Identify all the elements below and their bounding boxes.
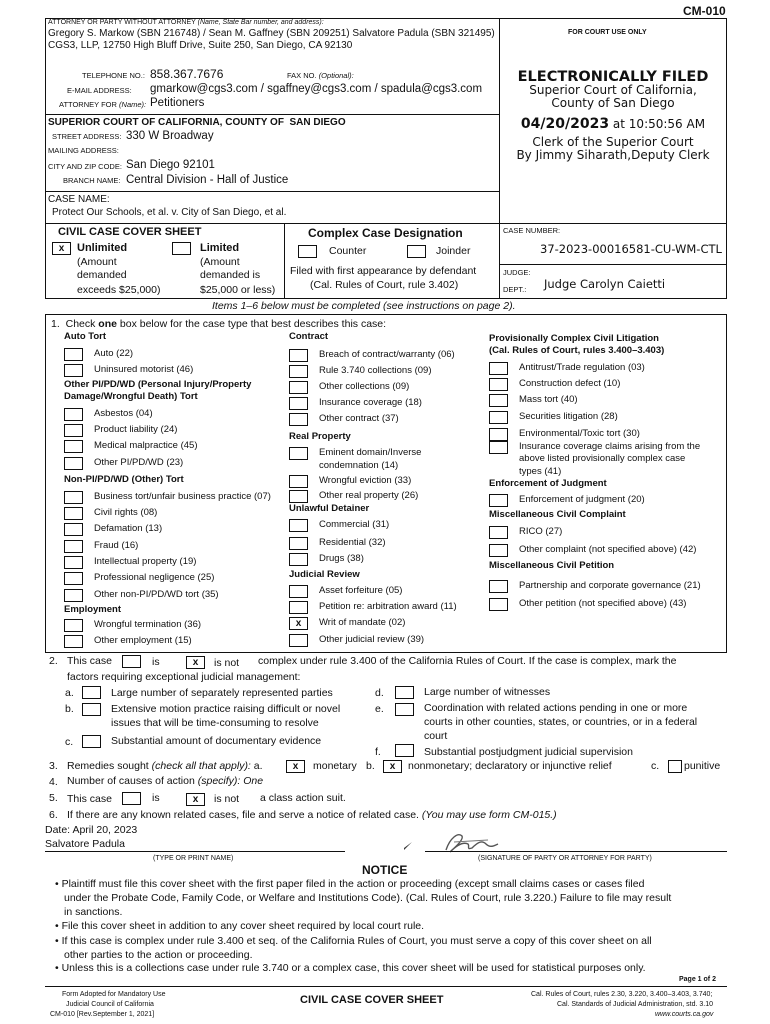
- item4-text: Number of causes of action (specify): One: [67, 775, 264, 787]
- unlimited-checkbox[interactable]: x: [52, 242, 71, 255]
- item6-text: If there are any known related cases, file and serve a notice of related case. (You may use form CM-015.): [67, 809, 557, 821]
- signature-label: (SIGNATURE OF PARTY OR ATTORNEY FOR PARTY): [478, 855, 652, 862]
- designation-divider: [45, 223, 499, 224]
- checkbox-antitrust-trade-regulation-03[interactable]: [489, 362, 508, 375]
- notice-title: NOTICE: [362, 863, 408, 877]
- item2-e-checkbox[interactable]: [395, 703, 414, 716]
- case-type-label: Asset forfeiture (05): [319, 585, 403, 596]
- checkbox-asset-forfeiture-05[interactable]: [289, 585, 308, 598]
- notice-bullet-2: • File this cover sheet in addition to any cover sheet required by local court rule.: [55, 920, 425, 932]
- item2-e-text3: court: [424, 730, 448, 742]
- item5-num: 5.: [49, 792, 58, 804]
- stamp-deputy: By Jimmy Siharath,Deputy Clerk: [516, 148, 710, 162]
- item1-instruction: 1. Check one box below for the case type that best describes this case:: [51, 318, 387, 330]
- category-heading: Enforcement of Judgment: [489, 478, 607, 489]
- checkbox-partnership-and-corporate-governance-21[interactable]: [489, 580, 508, 593]
- attorney-label: ATTORNEY OR PARTY WITHOUT ATTORNEY (Name, State Bar number, and address):: [48, 19, 324, 26]
- name-underline: [45, 851, 345, 852]
- checkbox-other-employment-15[interactable]: [64, 635, 83, 648]
- case-type-label: Other petition (not specified above) (43): [519, 598, 687, 609]
- category-heading: Real Property: [289, 431, 351, 442]
- case-number-label: CASE NUMBER:: [503, 226, 561, 235]
- case-type-label: Drugs (38): [319, 553, 364, 564]
- footer-title: CIVIL CASE COVER SHEET: [300, 994, 444, 1006]
- attorney-for-label: ATTORNEY FOR (Name):: [59, 100, 147, 109]
- category-heading: Damage/Wrongful Death) Tort: [64, 391, 198, 402]
- item2-is-not-label: is not: [214, 657, 240, 669]
- checkbox-other-judicial-review-39[interactable]: [289, 634, 308, 647]
- checkbox-rule-3-740-collections-09[interactable]: [289, 365, 308, 378]
- case-name-label: CASE NAME:: [48, 194, 110, 205]
- footer-right-3: www.courts.ca.gov: [655, 1011, 714, 1018]
- complex-designation-title: Complex Case Designation: [308, 226, 463, 240]
- telephone-value: 858.367.7676: [150, 67, 224, 81]
- checkbox-business-tort-unfair-business-practice-07[interactable]: [64, 491, 83, 504]
- case-type-label: Other judicial review (39): [319, 634, 425, 645]
- signer-name: Salvatore Padula: [45, 838, 125, 850]
- case-type-label: Mass tort (40): [519, 394, 578, 405]
- checkbox-breach-of-contract-warranty-06[interactable]: [289, 349, 308, 362]
- dept-label: DEPT.:: [503, 285, 527, 294]
- case-type-label: Medical malpractice (45): [94, 440, 198, 451]
- item5-is-not-label: is not: [214, 793, 240, 805]
- limited-sub-1: (Amount: [200, 256, 240, 268]
- item2-b-text2: issues that will be time-consuming to resolve: [111, 717, 319, 729]
- notice-bullet-3b: other parties to the action or proceeding.: [64, 949, 253, 961]
- category-heading: Miscellaneous Civil Petition: [489, 560, 615, 571]
- notice-bullet-1a: • Plaintiff must file this cover sheet with the first paper filed in the action or proceeding (except small claims cases or cases filed: [55, 878, 645, 890]
- item2-e-text1: Coordination with related actions pending in one or more: [424, 702, 688, 714]
- branch-value: Central Division - Hall of Justice: [126, 174, 289, 186]
- item5-is-checkbox[interactable]: [122, 792, 141, 805]
- category-heading: Judicial Review: [289, 569, 360, 580]
- items-note: Items 1–6 below must be completed (see instructions on page 2).: [212, 300, 516, 312]
- branch-label: BRANCH NAME:: [63, 176, 121, 185]
- court-use-label: FOR COURT USE ONLY: [568, 29, 647, 36]
- type-name-label: (TYPE OR PRINT NAME): [153, 855, 234, 862]
- item2-f-letter: f.: [375, 746, 381, 758]
- case-type-label: Other real property (26): [319, 490, 419, 501]
- checkbox-professional-negligence-25[interactable]: [64, 572, 83, 585]
- item1-bottom: [45, 652, 727, 653]
- case-type-label: Residential (32): [319, 537, 386, 548]
- item2-c-text: Substantial amount of documentary evidence: [111, 735, 322, 747]
- item2-c-letter: c.: [65, 736, 74, 748]
- case-type-label: Asbestos (04): [94, 408, 153, 419]
- notice-bullet-3a: • If this case is complex under rule 3.400 et seq. of the California Rules of Court, you must serve a copy of this cover sheet on all: [55, 935, 652, 947]
- footer-right-1: Cal. Rules of Court, rules 2.30, 3.220, 3.400–3.403, 3.740;: [531, 991, 713, 998]
- checkbox-defamation-13[interactable]: [64, 523, 83, 536]
- left-border: [45, 18, 46, 298]
- punitive-checkbox[interactable]: [668, 760, 682, 773]
- case-type-label: Enforcement of judgment (20): [519, 494, 645, 505]
- page-number: Page 1 of 2: [679, 976, 716, 983]
- item2-f-text: Substantial postjudgment judicial supervision: [424, 746, 633, 758]
- limited-label: Limited: [200, 242, 240, 254]
- item3-c-letter: c.: [651, 760, 660, 772]
- attorney-line1: Gregory S. Markow (SBN 216748) / Sean M. Gaffney (SBN 209251) Salvatore Padula (SBN 321495): [48, 28, 495, 39]
- judge-divider: [499, 264, 726, 265]
- checkbox-asbestos-04[interactable]: [64, 408, 83, 421]
- checkbox-uninsured-motorist-46[interactable]: [64, 364, 83, 377]
- category-heading: Miscellaneous Civil Complaint: [489, 509, 626, 520]
- checkbox-other-pi-pd-wd-23[interactable]: [64, 457, 83, 470]
- checkbox-insurance-coverage-18[interactable]: [289, 397, 308, 410]
- item2-f-checkbox[interactable]: [395, 744, 414, 757]
- case-type-label: Breach of contract/warranty (06): [319, 349, 455, 360]
- stamp-datetime: 04/20/2023 at 10:50:56 AM: [520, 116, 706, 132]
- case-type-label: Other contract (37): [319, 413, 399, 424]
- item2-d-letter: d.: [375, 687, 384, 699]
- checkbox-auto-22[interactable]: [64, 348, 83, 361]
- unlimited-sub-2: demanded: [77, 269, 127, 281]
- item2-rest1: complex under rule 3.400 of the California Rules of Court. If the case is complex, mark the: [258, 655, 677, 667]
- item5-is-not-checkbox[interactable]: x: [186, 793, 205, 806]
- judge-value: Judge Carolyn Caietti: [544, 277, 666, 291]
- item3-num: 3.: [49, 760, 58, 772]
- checkbox-petition-re-arbitration-award-11[interactable]: [289, 601, 308, 614]
- header-bottom-border: [45, 298, 727, 299]
- joinder-label: Joinder: [436, 245, 471, 257]
- court-divider: [45, 114, 499, 115]
- joinder-checkbox[interactable]: [407, 245, 426, 258]
- case-type-label: Insurance coverage claims arising from the: [519, 441, 701, 452]
- item2-b-checkbox[interactable]: [82, 703, 101, 716]
- right-border: [726, 18, 727, 298]
- item6-num: 6.: [49, 809, 58, 821]
- case-type-label: Insurance coverage (18): [319, 397, 422, 408]
- unlimited-label: Unlimited: [77, 242, 128, 254]
- checkbox-mass-tort-40[interactable]: [489, 394, 508, 407]
- attorney-for-value: Petitioners: [150, 97, 205, 109]
- item1-right: [726, 314, 727, 652]
- checkbox-civil-rights-08[interactable]: [64, 507, 83, 520]
- date-line: Date: April 20, 2023: [45, 824, 138, 836]
- case-type-label: Construction defect (10): [519, 378, 621, 389]
- fax-label: FAX NO. (Optional):: [287, 71, 354, 80]
- checkbox-rico-27[interactable]: [489, 526, 508, 539]
- case-type-label: Eminent domain/Inverse: [319, 447, 422, 458]
- case-type-label: Wrongful eviction (33): [319, 475, 412, 486]
- checkbox-drugs-38[interactable]: [289, 553, 308, 566]
- checkbox-other-real-property-26[interactable]: [289, 490, 308, 503]
- case-type-label: Wrongful termination (36): [94, 619, 202, 630]
- case-type-label: Other collections (09): [319, 381, 410, 392]
- item2-num: 2.: [49, 655, 58, 667]
- unlimited-sub-1: (Amount: [77, 256, 117, 268]
- attorney-line2: CGS3, LLP, 12750 High Bluff Drive, Suite 250, San Diego, CA 92130: [48, 40, 353, 51]
- case-number-divider: [499, 223, 726, 224]
- notice-bullet-1b: under the Probate Code, Family Code, or Welfare and Institutions Code). (Cal. Rules of Court, rule 3.220.) Failure to file may result: [64, 892, 672, 904]
- checkbox-enforcement-of-judgment-20[interactable]: [489, 494, 508, 507]
- item2-is-not-checkbox[interactable]: x: [186, 656, 205, 669]
- checkbox-construction-defect-10[interactable]: [489, 378, 508, 391]
- item5-rest: a class action suit.: [260, 792, 346, 804]
- item3-text: Remedies sought (check all that apply): a.: [67, 760, 263, 772]
- case-type-label: Rule 3.740 collections (09): [319, 365, 432, 376]
- item3-b-letter: b.: [366, 760, 375, 772]
- category-heading: Non-PI/PD/WD (Other) Tort: [64, 474, 184, 485]
- case-name-value: Protect Our Schools, et al. v. City of San Diego, et al.: [52, 207, 287, 218]
- item2-d-text: Large number of witnesses: [424, 686, 551, 698]
- checkbox-fraud-16[interactable]: [64, 540, 83, 553]
- category-heading: Other PI/PD/WD (Personal Injury/Property: [64, 379, 252, 390]
- limited-checkbox[interactable]: [172, 242, 191, 255]
- case-type-label: types (41): [519, 466, 562, 477]
- checkbox-other-non-pi-pd-wd-tort-35[interactable]: [64, 589, 83, 602]
- limited-sub-3: $25,000 or less): [200, 284, 276, 296]
- checkbox-other-complaint-not-specified-above-42[interactable]: [489, 544, 508, 557]
- stamp-clerk: Clerk of the Superior Court: [532, 135, 694, 149]
- case-type-label: Other employment (15): [94, 635, 192, 646]
- filed-rule-text: (Cal. Rules of Court, rule 3.402): [310, 279, 459, 291]
- case-type-label: Securities litigation (28): [519, 411, 618, 422]
- street-value: 330 W Broadway: [126, 130, 214, 142]
- category-heading: Employment: [64, 604, 122, 615]
- checkbox-medical-malpractice-45[interactable]: [64, 440, 83, 453]
- nonmonetary-label: nonmonetary; declaratory or injunctive relief: [408, 760, 612, 772]
- limited-sub-2: demanded is: [200, 269, 261, 281]
- checkbox-environmental-toxic-tort-30[interactable]: [489, 428, 508, 441]
- complex-divider: [284, 223, 285, 298]
- checkbox-commercial-31[interactable]: [289, 519, 308, 532]
- item2-rest2: factors requiring exceptional judicial management:: [67, 671, 301, 683]
- footer-left-2: Judicial Council of California: [66, 1001, 154, 1008]
- checkbox-wrongful-eviction-33[interactable]: [289, 475, 308, 488]
- email-label: E-MAIL ADDRESS:: [67, 86, 132, 95]
- item2-this-case: This case: [67, 655, 112, 667]
- item1-left: [45, 314, 46, 652]
- item2-is-label: is: [152, 656, 160, 668]
- case-type-label: Product liability (24): [94, 424, 178, 435]
- case-type-label: Partnership and corporate governance (21): [519, 580, 701, 591]
- notice-bullet-4: • Unless this is a collections case under rule 3.740 or a complex case, this cover sheet will be used for statistical purposes only.: [55, 962, 646, 974]
- telephone-label: TELEPHONE NO.:: [82, 71, 145, 80]
- item2-e-letter: e.: [375, 703, 384, 715]
- stamp-title: ELECTRONICALLY FILED: [517, 69, 709, 85]
- counter-label: Counter: [329, 245, 367, 257]
- case-name-divider: [45, 191, 499, 192]
- footer-right-2: Cal. Standards of Judicial Administration, std. 3.10: [557, 1001, 714, 1008]
- street-label: STREET ADDRESS:: [52, 132, 122, 141]
- counter-checkbox[interactable]: [298, 245, 317, 258]
- case-type-label: Civil rights (08): [94, 507, 158, 518]
- case-type-label: Commercial (31): [319, 519, 390, 530]
- signature-image: [398, 828, 508, 858]
- case-type-label: Fraud (16): [94, 540, 139, 551]
- checkbox-eminent-domain-inverse[interactable]: [289, 447, 308, 460]
- checkbox-insurance-coverage-claims-arising-from-the[interactable]: [489, 441, 508, 454]
- city-label: CITY AND ZIP CODE:: [48, 162, 122, 171]
- unlimited-sub-3: exceeds $25,000): [77, 284, 161, 296]
- case-type-label: Environmental/Toxic tort (30): [519, 428, 640, 439]
- item1-top: [45, 314, 727, 315]
- filed-with-text: Filed with first appearance by defendant: [290, 265, 477, 277]
- category-heading: Auto Tort: [64, 331, 107, 342]
- case-type-label: Other complaint (not specified above) (42): [519, 544, 697, 555]
- case-type-label: condemnation (14): [319, 460, 399, 471]
- item2-e-text2: courts in other counties, states, or countries, or in a federal: [424, 716, 698, 728]
- case-type-label: Business tort/unfair business practice (07): [94, 491, 271, 502]
- item2-b-text1: Extensive motion practice raising difficult or novel: [111, 703, 341, 715]
- checkbox-other-petition-not-specified-above-43[interactable]: [489, 598, 508, 611]
- court-title: SUPERIOR COURT OF CALIFORNIA, COUNTY OF SAN DIEGO: [48, 117, 346, 128]
- case-type-label: Professional negligence (25): [94, 572, 215, 583]
- checkbox-other-collections-09[interactable]: [289, 381, 308, 394]
- case-type-label: Uninsured motorist (46): [94, 364, 194, 375]
- item5-is-label: is: [152, 792, 160, 804]
- city-value: San Diego 92101: [126, 159, 215, 171]
- footer-rule: [45, 986, 727, 987]
- email-value: gmarkow@cgs3.com / sgaffney@cgs3.com / spadula@cgs3.com: [150, 83, 483, 95]
- checkbox-securities-litigation-28[interactable]: [489, 411, 508, 424]
- punitive-label: punitive: [684, 760, 721, 772]
- category-heading: Provisionally Complex Civil Litigation: [489, 333, 659, 344]
- monetary-checkbox[interactable]: x: [286, 760, 305, 773]
- judge-label: JUDGE:: [503, 268, 531, 277]
- checkbox-writ-of-mandate-02[interactable]: x: [289, 617, 308, 630]
- item2-d-checkbox[interactable]: [395, 686, 414, 699]
- mailing-label: MAILING ADDRESS:: [48, 146, 119, 155]
- footer-left-3: CM-010 [Rev.September 1, 2021]: [50, 1011, 155, 1018]
- footer-left-1: Form Adopted for Mandatory Use: [62, 991, 166, 998]
- stamp-court: Superior Court of California,: [529, 83, 697, 97]
- form-id: CM-010: [683, 4, 726, 18]
- stamp-county: County of San Diego: [551, 96, 675, 110]
- item5-this-case: This case: [67, 793, 112, 805]
- case-type-label: Other PI/PD/WD (23): [94, 457, 184, 468]
- case-type-label: Writ of mandate (02): [319, 617, 406, 628]
- case-type-label: Antitrust/Trade regulation (03): [519, 362, 645, 373]
- category-heading: (Cal. Rules of Court, rules 3.400–3.403): [489, 345, 665, 356]
- item2-c-checkbox[interactable]: [82, 735, 101, 748]
- checkbox-intellectual-property-19[interactable]: [64, 556, 83, 569]
- item2-a-checkbox[interactable]: [82, 686, 101, 699]
- item4-num: 4.: [49, 776, 58, 788]
- checkbox-residential-32[interactable]: [289, 537, 308, 550]
- checkbox-product-liability-24[interactable]: [64, 424, 83, 437]
- signature-underline: [425, 851, 727, 852]
- case-type-label: Intellectual property (19): [94, 556, 197, 567]
- item2-a-letter: a.: [65, 687, 74, 699]
- category-heading: Contract: [289, 331, 329, 342]
- checkbox-other-contract-37[interactable]: [289, 413, 308, 426]
- item2-b-letter: b.: [65, 703, 74, 715]
- item2-is-checkbox[interactable]: [122, 655, 141, 668]
- item2-a-text: Large number of separately represented parties: [111, 687, 333, 699]
- case-type-label: RICO (27): [519, 526, 563, 537]
- cover-sheet-title: CIVIL CASE COVER SHEET: [58, 226, 202, 238]
- category-heading: Unlawful Detainer: [289, 503, 370, 514]
- case-number-value: 37-2023-00016581-CU-WM-CTL: [540, 242, 722, 256]
- case-type-label: Defamation (13): [94, 523, 163, 534]
- nonmonetary-checkbox[interactable]: x: [383, 760, 402, 773]
- case-type-label: Petition re: arbitration award (11): [319, 601, 457, 612]
- case-type-label: above listed provisionally complex case: [519, 453, 686, 464]
- monetary-label: monetary: [313, 760, 357, 772]
- notice-bullet-1c: in sanctions.: [64, 906, 123, 918]
- case-type-label: Auto (22): [94, 348, 134, 359]
- checkbox-wrongful-termination-36[interactable]: [64, 619, 83, 632]
- case-type-label: Other non-PI/PD/WD tort (35): [94, 589, 219, 600]
